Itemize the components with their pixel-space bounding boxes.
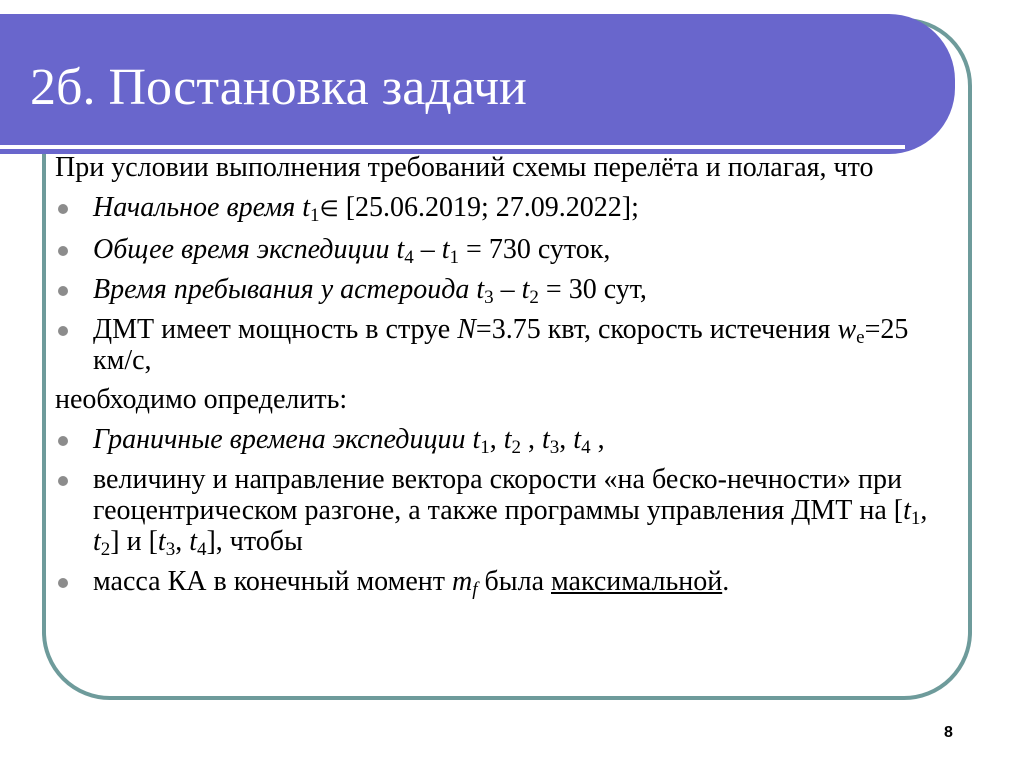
bullet-icon — [58, 286, 68, 296]
variable: t — [476, 274, 485, 305]
variable: N — [457, 314, 476, 345]
variable: t — [157, 526, 166, 557]
slide-content — [55, 152, 945, 600]
separator: , — [521, 424, 543, 455]
subscript: f — [472, 579, 478, 600]
subscript: 3 — [549, 437, 560, 458]
variable: t — [542, 424, 550, 455]
find-text: . — [722, 566, 730, 597]
subscript: 2 — [511, 437, 522, 458]
separator: , — [590, 424, 605, 455]
underlined-word: максимальной — [551, 566, 723, 597]
variable: t — [472, 424, 481, 455]
find-text: величину и направление вектора скорости «на беско-нечности» при геоцентрическом разгоне, а также программы управления ДМТ на [ — [93, 464, 904, 526]
operator: – — [493, 274, 522, 305]
list-item — [55, 192, 945, 225]
find-list — [55, 424, 945, 600]
given-label: Время пребывания у астероида — [93, 274, 470, 305]
separator: , — [920, 495, 928, 526]
list-item — [55, 424, 945, 458]
bullet-icon — [58, 246, 68, 256]
slide-title: 2б. Постановка задачи — [30, 59, 527, 116]
given-value: = 730 суток, — [459, 234, 611, 265]
given-list — [55, 192, 945, 376]
given-label: Общее время экспедиции — [93, 234, 390, 265]
find-text: ], чтобы — [206, 526, 303, 557]
subscript: 4 — [581, 437, 591, 458]
separator: , — [489, 424, 504, 455]
list-item — [55, 566, 945, 600]
variable: t — [903, 495, 911, 526]
list-item — [55, 314, 945, 376]
subscript: 3 — [484, 287, 494, 308]
title-bar — [0, 14, 955, 154]
separator: , — [559, 424, 574, 455]
given-value: [25.06.2019; 27.09.2022]; — [338, 192, 639, 223]
variable: t — [441, 234, 450, 265]
separator: ] и [ — [110, 526, 158, 557]
variable: t — [573, 424, 582, 455]
variable: m — [452, 566, 473, 597]
subscript: 3 — [165, 539, 176, 560]
separator: , — [175, 526, 190, 557]
operator: – — [413, 234, 442, 265]
page-number: 8 — [944, 724, 953, 741]
variable: w — [837, 314, 857, 345]
subscript: 4 — [404, 247, 414, 268]
variable: t — [521, 274, 530, 305]
given-text: =3.75 квт, скорость истечения — [475, 314, 838, 345]
find-text: масса КА в конечный момент — [93, 566, 453, 597]
bullet-icon — [58, 204, 68, 214]
variable: t — [302, 192, 311, 223]
subscript: 1 — [449, 247, 460, 268]
find-text: была — [477, 566, 551, 597]
subscript: 1 — [480, 437, 490, 458]
element-of-symbol: ∈ — [319, 197, 339, 222]
list-item — [55, 274, 945, 308]
bullet-icon — [58, 326, 68, 336]
given-label: Начальное время — [93, 192, 296, 223]
given-text: =25 км/с, — [93, 314, 909, 376]
subscript: 1 — [310, 205, 320, 226]
subscript: 2 — [100, 539, 111, 560]
find-label: Граничные времена экспедиции — [93, 424, 466, 455]
need-label: необходимо определить: — [55, 384, 348, 415]
title-underline — [0, 145, 905, 149]
subscript: 4 — [196, 539, 207, 560]
list-item — [55, 464, 945, 560]
variable: t — [503, 424, 512, 455]
variable: t — [189, 526, 197, 557]
variable: t — [93, 526, 101, 557]
variable: t — [396, 234, 405, 265]
bullet-icon — [58, 476, 68, 486]
subscript: 1 — [910, 508, 921, 529]
subscript: 2 — [529, 287, 539, 308]
given-value: = 30 сут, — [538, 274, 647, 305]
given-text: ДМТ имеет мощность в струе — [93, 314, 458, 345]
list-item — [55, 234, 945, 268]
bullet-icon — [58, 578, 68, 588]
bullet-icon — [58, 436, 68, 446]
intro-paragraph: При условии выполнения требований схемы перелёта и полагая, что — [55, 152, 874, 183]
subscript: e — [856, 327, 865, 348]
